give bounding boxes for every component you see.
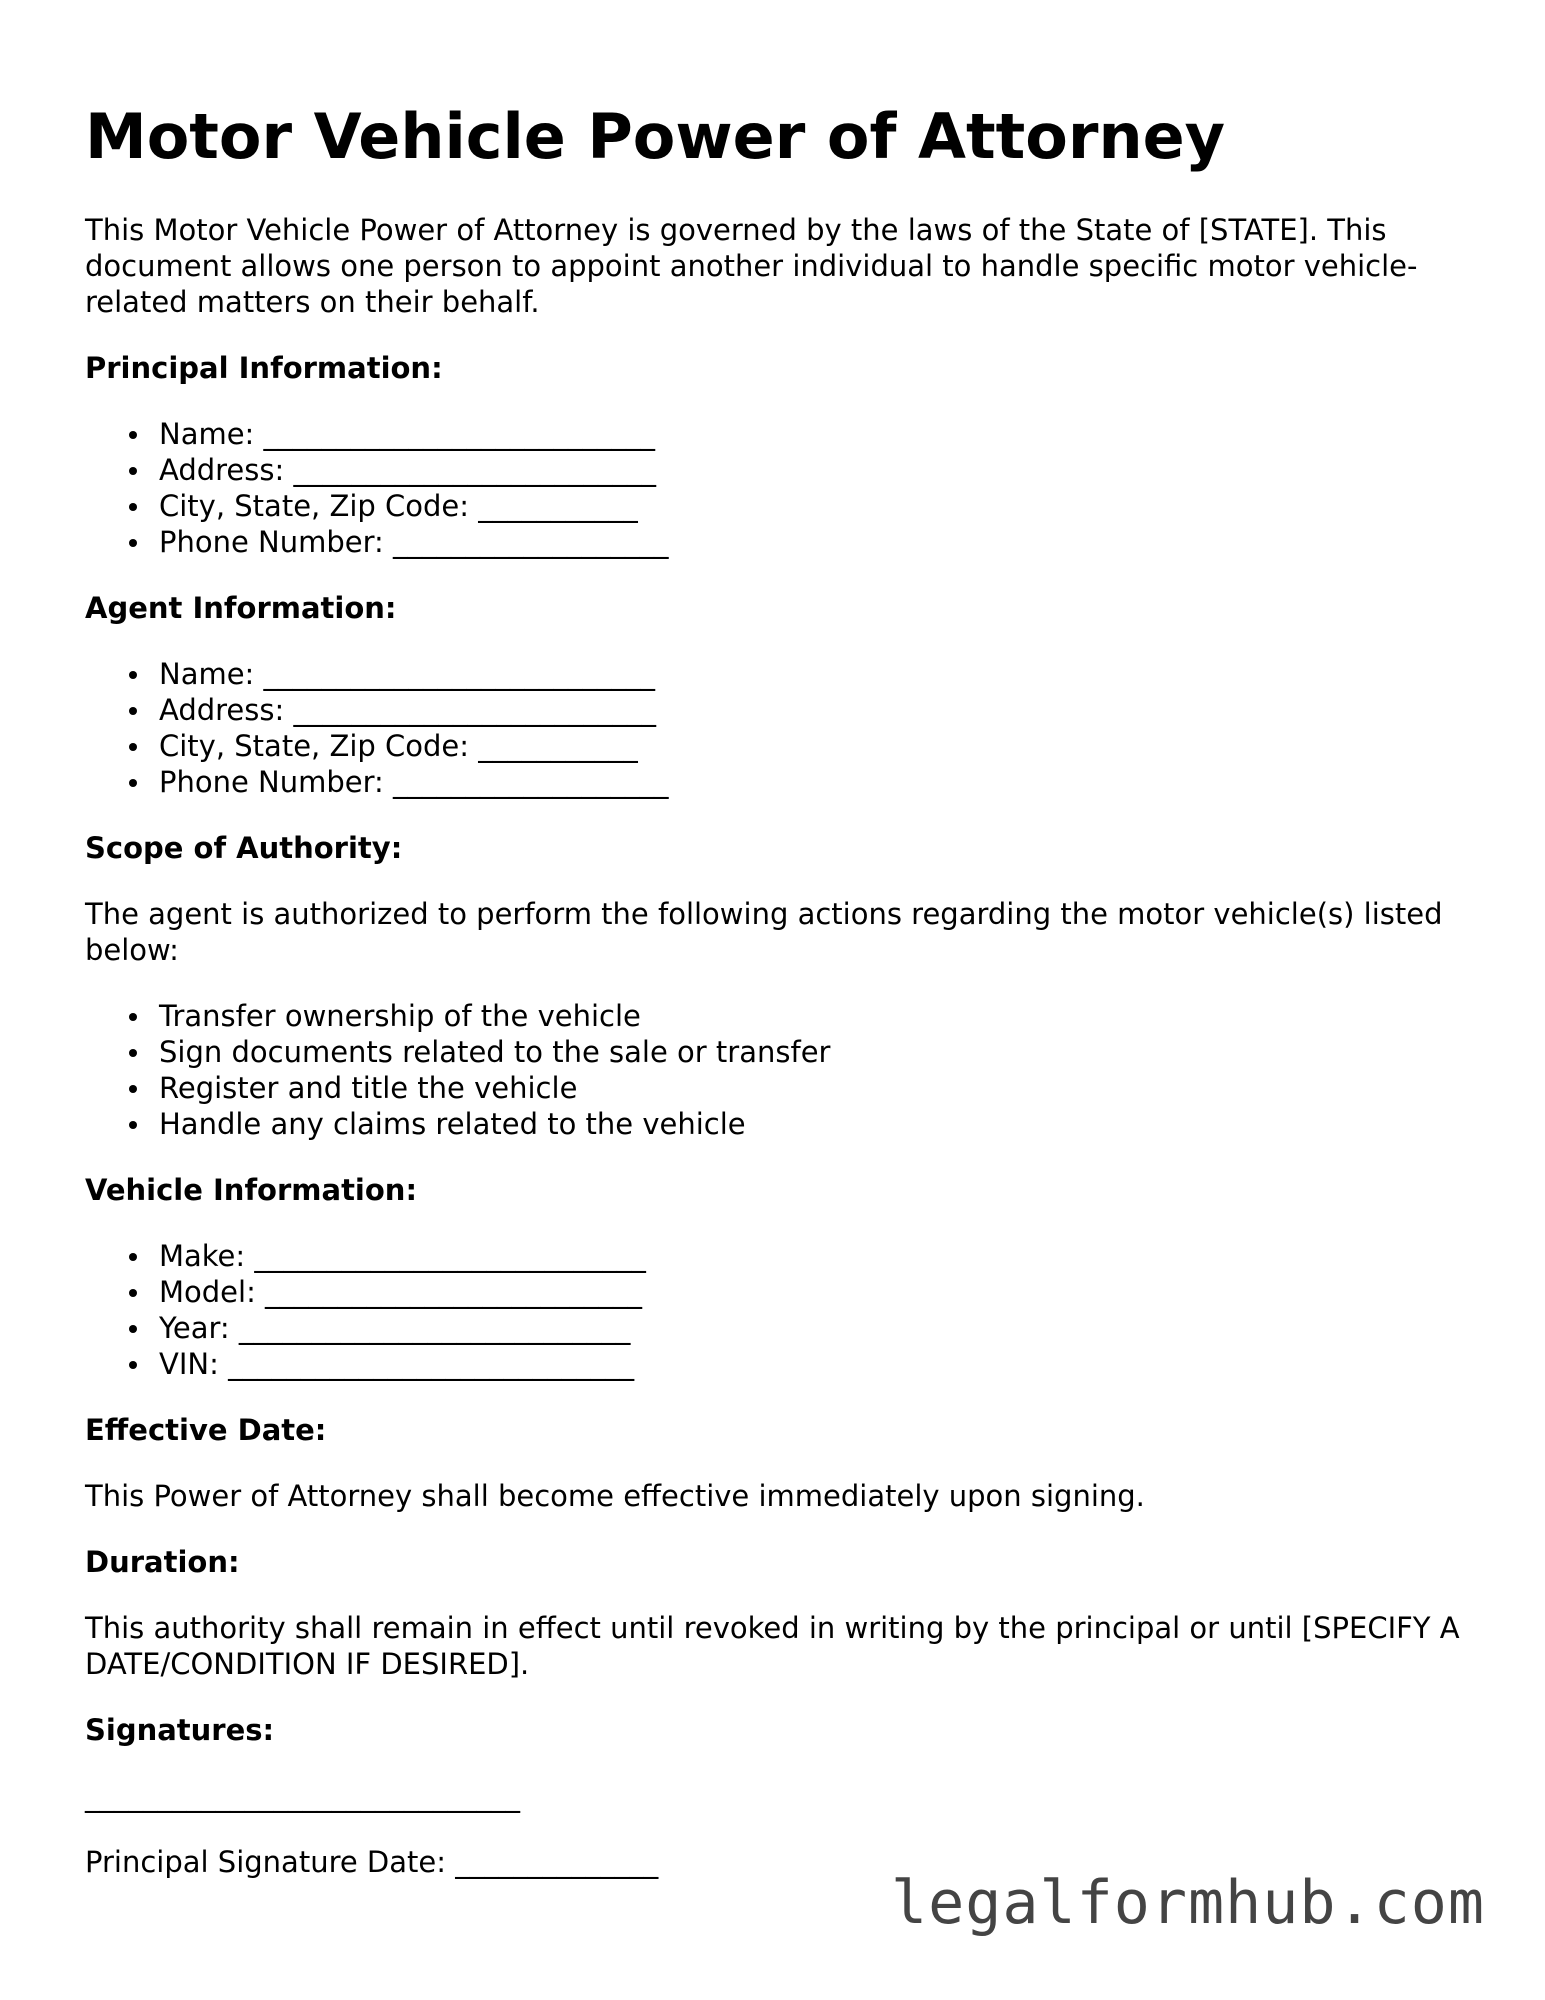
agent-name-field: Name: ___________________________ <box>159 656 1465 692</box>
vehicle-vin-field: VIN: ____________________________ <box>159 1346 1465 1382</box>
duration-heading: Duration: <box>85 1545 240 1580</box>
principal-city-field: City, State, Zip Code: ___________ <box>159 488 1465 524</box>
watermark: legalformhub.com <box>891 1868 1485 1938</box>
scope-item: Handle any claims related to the vehicle <box>159 1106 1465 1142</box>
scope-item: Register and title the vehicle <box>159 1070 1465 1106</box>
principal-signature-label: Principal Signature Date: ______________ <box>85 1845 659 1880</box>
scope-list <box>85 998 1465 1142</box>
signature-line: ______________________________ <box>85 1779 520 1814</box>
agent-heading: Agent Information: <box>85 591 397 626</box>
vehicle-year-field: Year: ___________________________ <box>159 1310 1465 1346</box>
principal-name-field: Name: ___________________________ <box>159 416 1465 452</box>
agent-phone-field: Phone Number: ___________________ <box>159 764 1465 800</box>
vehicle-make-field: Make: ___________________________ <box>159 1238 1465 1274</box>
principal-list <box>85 416 1465 560</box>
vehicle-model-field: Model: __________________________ <box>159 1274 1465 1310</box>
scope-item: Transfer ownership of the vehicle <box>159 998 1465 1034</box>
principal-heading: Principal Information: <box>85 351 443 386</box>
agent-city-field: City, State, Zip Code: ___________ <box>159 728 1465 764</box>
scope-item: Sign documents related to the sale or transfer <box>159 1034 1465 1070</box>
intro-paragraph: This Motor Vehicle Power of Attorney is governed by the laws of the State of [STATE]. This document allows one person to appoint another individual to handle specific motor vehicle-related matters on their behalf. <box>85 213 1418 320</box>
effective-paragraph: This Power of Attorney shall become effective immediately upon signing. <box>85 1479 1145 1514</box>
principal-phone-field: Phone Number: ___________________ <box>159 524 1465 560</box>
vehicle-list <box>85 1238 1465 1382</box>
document-page <box>85 100 1465 1910</box>
page-title: Motor Vehicle Power of Attorney <box>85 100 1226 173</box>
signatures-heading: Signatures: <box>85 1713 275 1748</box>
scope-paragraph: The agent is authorized to perform the following actions regarding the motor vehicle(s) listed below: <box>85 897 1443 968</box>
principal-address-field: Address: _________________________ <box>159 452 1465 488</box>
agent-address-field: Address: _________________________ <box>159 692 1465 728</box>
agent-list <box>85 656 1465 800</box>
scope-heading: Scope of Authority: <box>85 831 403 866</box>
duration-paragraph: This authority shall remain in effect until revoked in writing by the principal or until [SPECIFY A DATE/CONDITION IF DESIRED]. <box>85 1611 1460 1682</box>
vehicle-heading: Vehicle Information: <box>85 1173 418 1208</box>
effective-heading: Effective Date: <box>85 1413 327 1448</box>
